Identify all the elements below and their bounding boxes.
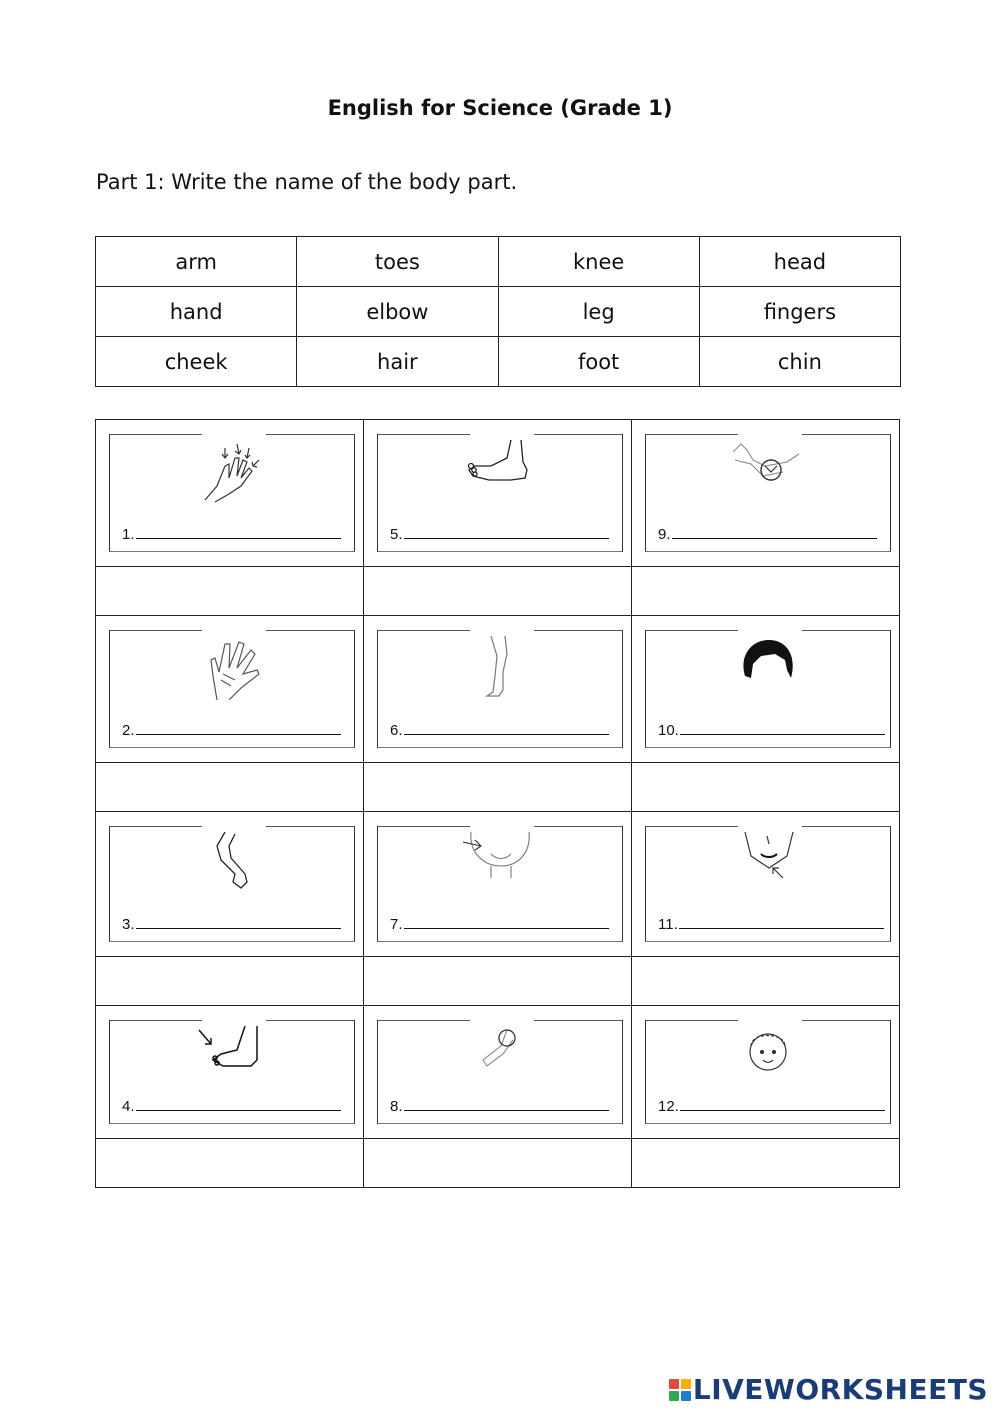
answer-label: 6. (390, 722, 612, 739)
word-cell: cheek (96, 337, 297, 387)
picture-row (96, 616, 900, 763)
exercise-grid (95, 419, 900, 1188)
answer-cell[interactable] (364, 763, 632, 812)
answer-blank[interactable] (679, 916, 884, 929)
picture-cell (632, 616, 900, 763)
picture-cell (632, 812, 900, 957)
liveworksheets-logo-icon (669, 1377, 691, 1403)
word-cell: fingers (699, 287, 900, 337)
toes-icon (195, 1026, 269, 1090)
liveworksheets-logo (669, 1373, 988, 1406)
answer-blank[interactable] (136, 722, 341, 735)
word-cell: elbow (297, 287, 498, 337)
answer-row (96, 957, 900, 1006)
answer-blank[interactable] (404, 722, 609, 735)
picture-cell (364, 812, 632, 957)
logo-text: LIVEWORKSHEETS (692, 1373, 988, 1406)
picture-cell (96, 420, 364, 567)
answer-label: 7. (390, 916, 612, 933)
elbow-icon (731, 440, 805, 504)
answer-blank[interactable] (136, 916, 341, 929)
answer-cell[interactable] (96, 1139, 364, 1188)
page-title: English for Science (Grade 1) (327, 96, 673, 120)
answer-cell[interactable] (364, 957, 632, 1006)
answer-cell[interactable] (632, 957, 900, 1006)
instruction-text: Part 1: Write the name of the body part. (96, 170, 518, 194)
word-cell: arm (96, 237, 297, 287)
answer-row (96, 1139, 900, 1188)
leg-icon (463, 636, 537, 700)
word-cell: head (699, 237, 900, 287)
answer-label: 11. (658, 916, 880, 933)
answer-blank[interactable] (680, 1098, 885, 1111)
answer-cell[interactable] (364, 1139, 632, 1188)
picture-cell (364, 420, 632, 567)
word-cell: leg (498, 287, 699, 337)
word-cell: hair (297, 337, 498, 387)
picture-frame (109, 826, 355, 942)
answer-cell[interactable] (632, 567, 900, 616)
picture-cell (364, 616, 632, 763)
word-bank-table (95, 236, 901, 387)
answer-label: 4. (122, 1098, 344, 1115)
answer-row (96, 567, 900, 616)
answer-label: 10. (658, 722, 880, 739)
picture-frame (109, 434, 355, 552)
answer-label: 12. (658, 1098, 880, 1115)
answer-label: 9. (658, 526, 880, 543)
picture-row (96, 420, 900, 567)
picture-frame (645, 434, 891, 552)
picture-cell (96, 812, 364, 957)
picture-frame (377, 630, 623, 748)
picture-row (96, 1006, 900, 1139)
picture-frame (377, 434, 623, 552)
picture-row (96, 812, 900, 957)
answer-blank[interactable] (136, 1098, 341, 1111)
picture-cell (364, 1006, 632, 1139)
hand-icon (195, 636, 269, 700)
answer-label: 5. (390, 526, 612, 543)
word-cell: chin (699, 337, 900, 387)
answer-label: 8. (390, 1098, 612, 1115)
word-bank-row (96, 287, 901, 337)
word-cell: toes (297, 237, 498, 287)
word-bank-row (96, 337, 901, 387)
knee-icon (463, 1026, 537, 1090)
chin-icon (731, 832, 805, 896)
picture-frame (645, 1020, 891, 1124)
picture-frame (645, 826, 891, 942)
picture-frame (377, 1020, 623, 1124)
answer-blank[interactable] (136, 526, 341, 539)
picture-frame (645, 630, 891, 748)
answer-cell[interactable] (96, 957, 364, 1006)
word-cell: hand (96, 287, 297, 337)
answer-cell[interactable] (364, 567, 632, 616)
picture-frame (109, 630, 355, 748)
cheek-icon (463, 832, 537, 896)
fingers-icon (195, 440, 269, 504)
picture-cell (96, 616, 364, 763)
foot-icon (463, 440, 537, 504)
answer-blank[interactable] (404, 1098, 609, 1111)
picture-cell (632, 1006, 900, 1139)
word-cell: foot (498, 337, 699, 387)
answer-cell[interactable] (96, 567, 364, 616)
picture-frame (377, 826, 623, 942)
answer-cell[interactable] (96, 763, 364, 812)
answer-label: 2. (122, 722, 344, 739)
word-cell: knee (498, 237, 699, 287)
picture-frame (109, 1020, 355, 1124)
answer-label: 3. (122, 916, 344, 933)
answer-cell[interactable] (632, 1139, 900, 1188)
answer-row (96, 763, 900, 812)
word-bank-row (96, 237, 901, 287)
answer-blank[interactable] (404, 526, 609, 539)
head-icon (731, 1026, 805, 1090)
answer-label: 1. (122, 526, 344, 543)
answer-blank[interactable] (672, 526, 877, 539)
picture-cell (632, 420, 900, 567)
answer-blank[interactable] (680, 722, 885, 735)
picture-cell (96, 1006, 364, 1139)
arm-icon (195, 832, 269, 896)
answer-cell[interactable] (632, 763, 900, 812)
hair-icon (731, 636, 805, 700)
answer-blank[interactable] (404, 916, 609, 929)
